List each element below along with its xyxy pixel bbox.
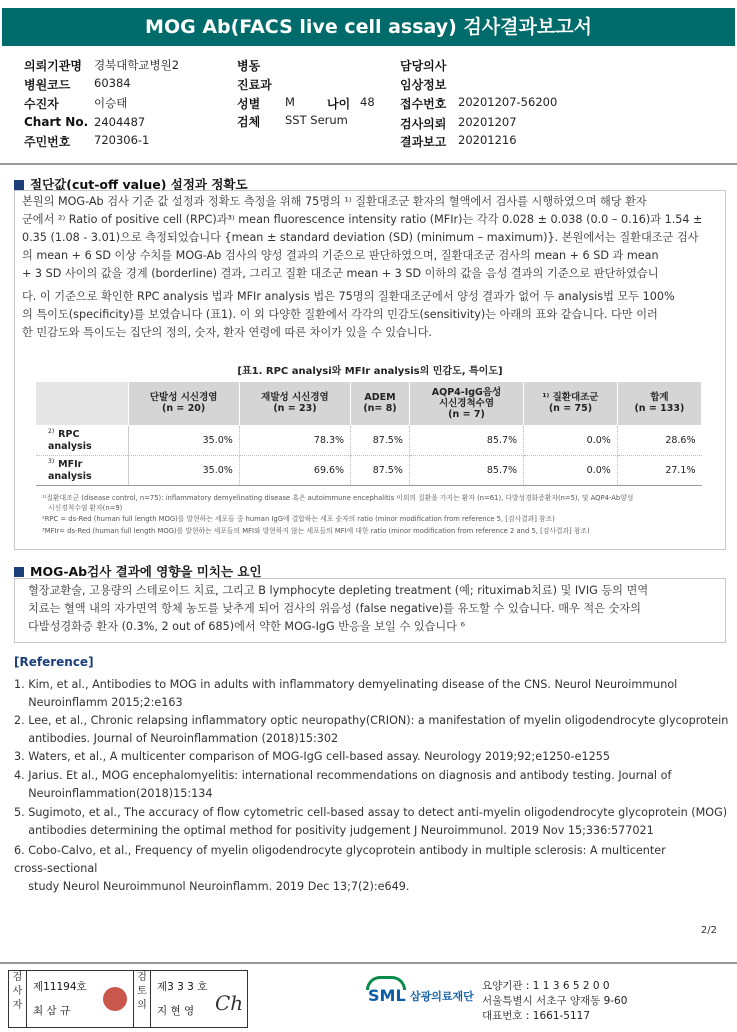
reference-line: cross-sectional	[14, 862, 98, 875]
para-line: 본원의 MOG-Ab 검사 기준 값 설정과 정확도 측정을 위해 75명의 ¹⁾ 질환대조군 환자의 혈액에서 검사를 시행하였으며 해당 환자	[22, 195, 647, 208]
clinical-label: 임상정보	[400, 78, 447, 92]
age-label: 나이	[327, 97, 351, 111]
phone: 대표번호 : 1661-5117	[482, 1010, 591, 1022]
reference-line: Neuroinflammation(2018)15:134	[14, 787, 213, 800]
reference-line: 5. Sugimoto, et al., The accuracy of flow cytometric cell-based assay to detect anti-myelin oligodendrocyte glycoprotein (MOG)	[14, 806, 728, 819]
col-header: ADEM (n= 8)	[351, 382, 410, 425]
sex-value: M	[285, 95, 295, 109]
table-cell: 0.0%	[524, 425, 618, 455]
footnote: ¹⁾질환대조군 (disease control, n=75): inflammatory demyelinating disease 혹은 autoimmune encephalitis 이외의 질환을 가지는 환자 (n=61), 다발성경화증환자(n=5), 및 AQP4-Ab양성	[42, 494, 634, 502]
table-caption: [표1. RPC analysi와 MFIr analysis의 민감도, 특이도]	[237, 366, 503, 377]
reference-line: 4. Jarius. Et al., MOG encephalomyelitis: international recommendations on diagnosis and antibody testing. Journal of	[14, 769, 672, 782]
receipt-label: 접수번호	[400, 97, 447, 111]
request-value: 20201207	[458, 115, 517, 129]
institution-label: 의뢰기관명	[24, 59, 82, 73]
para-line: 의 mean + 6 SD 이상 수치를 MOG-Ab 검사의 양성 결과의 기준으로 판단하였으며, 질환대조군 검사의 mean + 6 SD 과 mean	[22, 249, 659, 262]
reference-line: 3. Waters, et al., A multicenter comparison of MOG-IgG cell-based assay. Neurology 2019;92;e1250-e1255	[14, 750, 610, 763]
col-header: ¹⁾ 질환대조군 (n = 75)	[524, 382, 618, 425]
report-date-label: 결과보고	[400, 135, 447, 149]
para-line: + 3 SD 사이의 값을 경계 (borderline) 결과, 그리고 질환 대조군 mean + 3 SD 이하의 값을 음성 결과의 기준으로 판단하였습니	[22, 267, 659, 280]
row-header: $^{2)}$ RPC analysis	[36, 425, 128, 455]
report-date-value: 20201216	[458, 133, 517, 147]
reference-line: study Neurol Neuroimmunol Neuroinflamm. 2019 Dec 13;7(2):e649.	[14, 880, 410, 893]
table-cell: 69.6%	[239, 455, 350, 485]
table-cell: 78.3%	[239, 425, 350, 455]
para-line: 한 민감도와 특이도는 집단의 정의, 숫자, 환자 연령에 따른 차이가 있을 수 있습니다.	[22, 326, 432, 339]
table-row	[36, 455, 702, 485]
reviewer-id: 제3 3 3 호	[157, 981, 208, 993]
table-row	[36, 425, 702, 455]
para-line: 다. 이 기준으로 확인한 RPC analysis 법과 MFIr analysis 법은 75명의 질환대조군에서 양성 결과가 없어 두 analysis법 모두 100%	[22, 290, 675, 303]
receipt-value: 20201207-56200	[458, 95, 558, 109]
col-header: 재발성 시신경염 (n = 23)	[239, 382, 350, 425]
examinee-label: 수진자	[24, 97, 59, 111]
col-header: 단발성 시신경염 (n = 20)	[128, 382, 239, 425]
dept-label: 진료과	[237, 78, 272, 92]
square-bullet-icon	[14, 567, 24, 577]
para-line: 치료는 혈액 내의 자가면역 항체 농도를 낮추게 되어 검사의 위음성 (false negative)를 유도할 수 있습니다. 매우 적은 숫자의	[28, 602, 641, 615]
patient-info	[0, 55, 737, 155]
divider	[0, 163, 737, 165]
table-cell: 85.7%	[409, 455, 523, 485]
table-header-row	[36, 382, 702, 425]
sensitivity-table	[36, 382, 702, 486]
para-line: 혈장교환술, 고용량의 스테로이드 치료, 그리고 B lymphocyte depleting treatment (예; rituximab치료) 및 IVIG 등의 면역	[28, 584, 649, 597]
reference-line: 6. Cobo-Calvo, et al., Frequency of myelin oligodendrocyte glycoprotein antibody in multiple sclerosis: A multicenter	[14, 844, 666, 857]
age-value: 48	[360, 95, 375, 109]
signature: Ch	[215, 991, 244, 1015]
col-header: AQP4-IgG음성 시신경척수염 (n = 7)	[409, 382, 523, 425]
examiner-vertical-label: 검사자	[9, 971, 27, 1027]
table-cell: 35.0%	[128, 425, 239, 455]
para-line: 의 특이도(specificity)를 보였습니다 (표1). 이 외 다양한 질환에서 각각의 민감도(sensitivity)는 아래의 표와 같습니다. 다만 이러	[22, 308, 658, 321]
reference-line: Neuroinflamm 2015;2:e163	[14, 696, 183, 709]
reference-line: 1. Kim, et al., Antibodies to MOG in adults with inflammatory demyelinating disease of the CNS. Neurol Neuroimmunol	[14, 678, 678, 691]
ward-label: 병동	[237, 59, 261, 73]
specimen-label: 검체	[237, 115, 261, 129]
specimen-value: SST Serum	[285, 113, 348, 127]
logo-text: SML	[368, 986, 406, 1005]
para-line: 0.35 (1.08 - 3.01)으로 측정되었습니다 {mean ± standard deviation (SD) (minimum – maximum)}. 본원에서는 질환대조군 검사	[22, 231, 699, 244]
hospital-code-value: 60384	[94, 76, 131, 90]
table-cell: 28.6%	[617, 425, 701, 455]
sex-label: 성별	[237, 97, 261, 111]
reference-title: [Reference]	[14, 655, 94, 669]
request-label: 검사의뢰	[400, 117, 447, 131]
reference-line: antibodies determining the optimal method for positivity judgement J Neuroimmunol. 2019 Nov 15;336:577021	[14, 824, 654, 837]
reference-line: 2. Lee, et al., Chronic relapsing inflammatory optic neuropathy(CRION): a manifestation of myelin oligodendrocyte glycoprotein	[14, 714, 729, 727]
footnote: ³MFIr= ds-Red (human full length MOG)를 발현하는 세포들의 MFI와 발현하지 않는 세포들의 MFI에 대한 ratio (minor modification from reference 2 and 5, [검사결과] 참조)	[42, 527, 590, 535]
table-cell: 35.0%	[128, 455, 239, 485]
examiner-name: 최 삼 규	[33, 1005, 71, 1017]
hospital-code-label: 병원코드	[24, 78, 71, 92]
address: 서울특별시 서초구 양재동 9-60	[482, 995, 628, 1007]
resident-value: 720306-1	[94, 133, 150, 147]
seal-icon	[103, 987, 127, 1011]
institution-code: 요양기관 : 1 1 3 6 5 2 0 0	[482, 980, 610, 992]
table-cell: 0.0%	[524, 455, 618, 485]
reference-line: antibodies. Journal of Neuroinflammation (2018)15:302	[14, 732, 339, 745]
reviewer-vertical-label: 검토의	[133, 971, 151, 1027]
chart-label: Chart No.	[24, 115, 89, 129]
reviewer-name: 지 현 영	[157, 1005, 195, 1017]
para-line: 다발성경화증 환자 (0.3%, 2 out of 685)에서 약한 MOG-IgG 반응을 보일 수 있습니다 ⁶	[28, 620, 465, 633]
institution-value: 경북대학교병원2	[94, 58, 180, 72]
square-bullet-icon	[14, 180, 24, 190]
chart-value: 2404487	[94, 115, 146, 129]
logo-name: 삼광의료재단	[410, 990, 474, 1003]
section2-title-text: MOG-Ab검사 결과에 영향을 미치는 요인	[30, 564, 262, 579]
table-corner	[36, 382, 128, 425]
row-header: $^{3)}$ MFIr analysis	[36, 455, 128, 485]
report-title: MOG Ab(FACS live cell assay) 검사결과보고서	[2, 8, 735, 46]
resident-label: 주민번호	[24, 135, 71, 149]
footnote: 시신경척수염 환자(n=9)	[48, 504, 123, 512]
examiner-id: 제11194호	[33, 981, 87, 993]
doctor-label: 담당의사	[400, 59, 447, 73]
page-number: 2/2	[700, 925, 717, 936]
table-cell: 87.5%	[351, 425, 410, 455]
examinee-value: 이승태	[94, 96, 128, 110]
section1-title-text: 절단값(cut-off value) 설정과 정확도	[30, 177, 248, 192]
para-line: 군에서 ²⁾ Ratio of positive cell (RPC)과³⁾ mean fluorescence intensity ratio (MFIr)는 각각 0.028 ± 0.038 (0.0 – 0.16)과 1.54 ±	[22, 213, 703, 226]
footnote: ²RPC = ds-Red (human full length MOG)를 발현하는 세포들 중 human IgG에 결합하는 세포 숫자의 ratio (minor modification from reference 5, [검사결과] 참조)	[42, 515, 555, 523]
footer	[0, 962, 737, 1032]
col-header: 합계 (n = 133)	[617, 382, 701, 425]
signature-box	[8, 970, 248, 1028]
table-cell: 87.5%	[351, 455, 410, 485]
table-cell: 27.1%	[617, 455, 701, 485]
table-cell: 85.7%	[409, 425, 523, 455]
